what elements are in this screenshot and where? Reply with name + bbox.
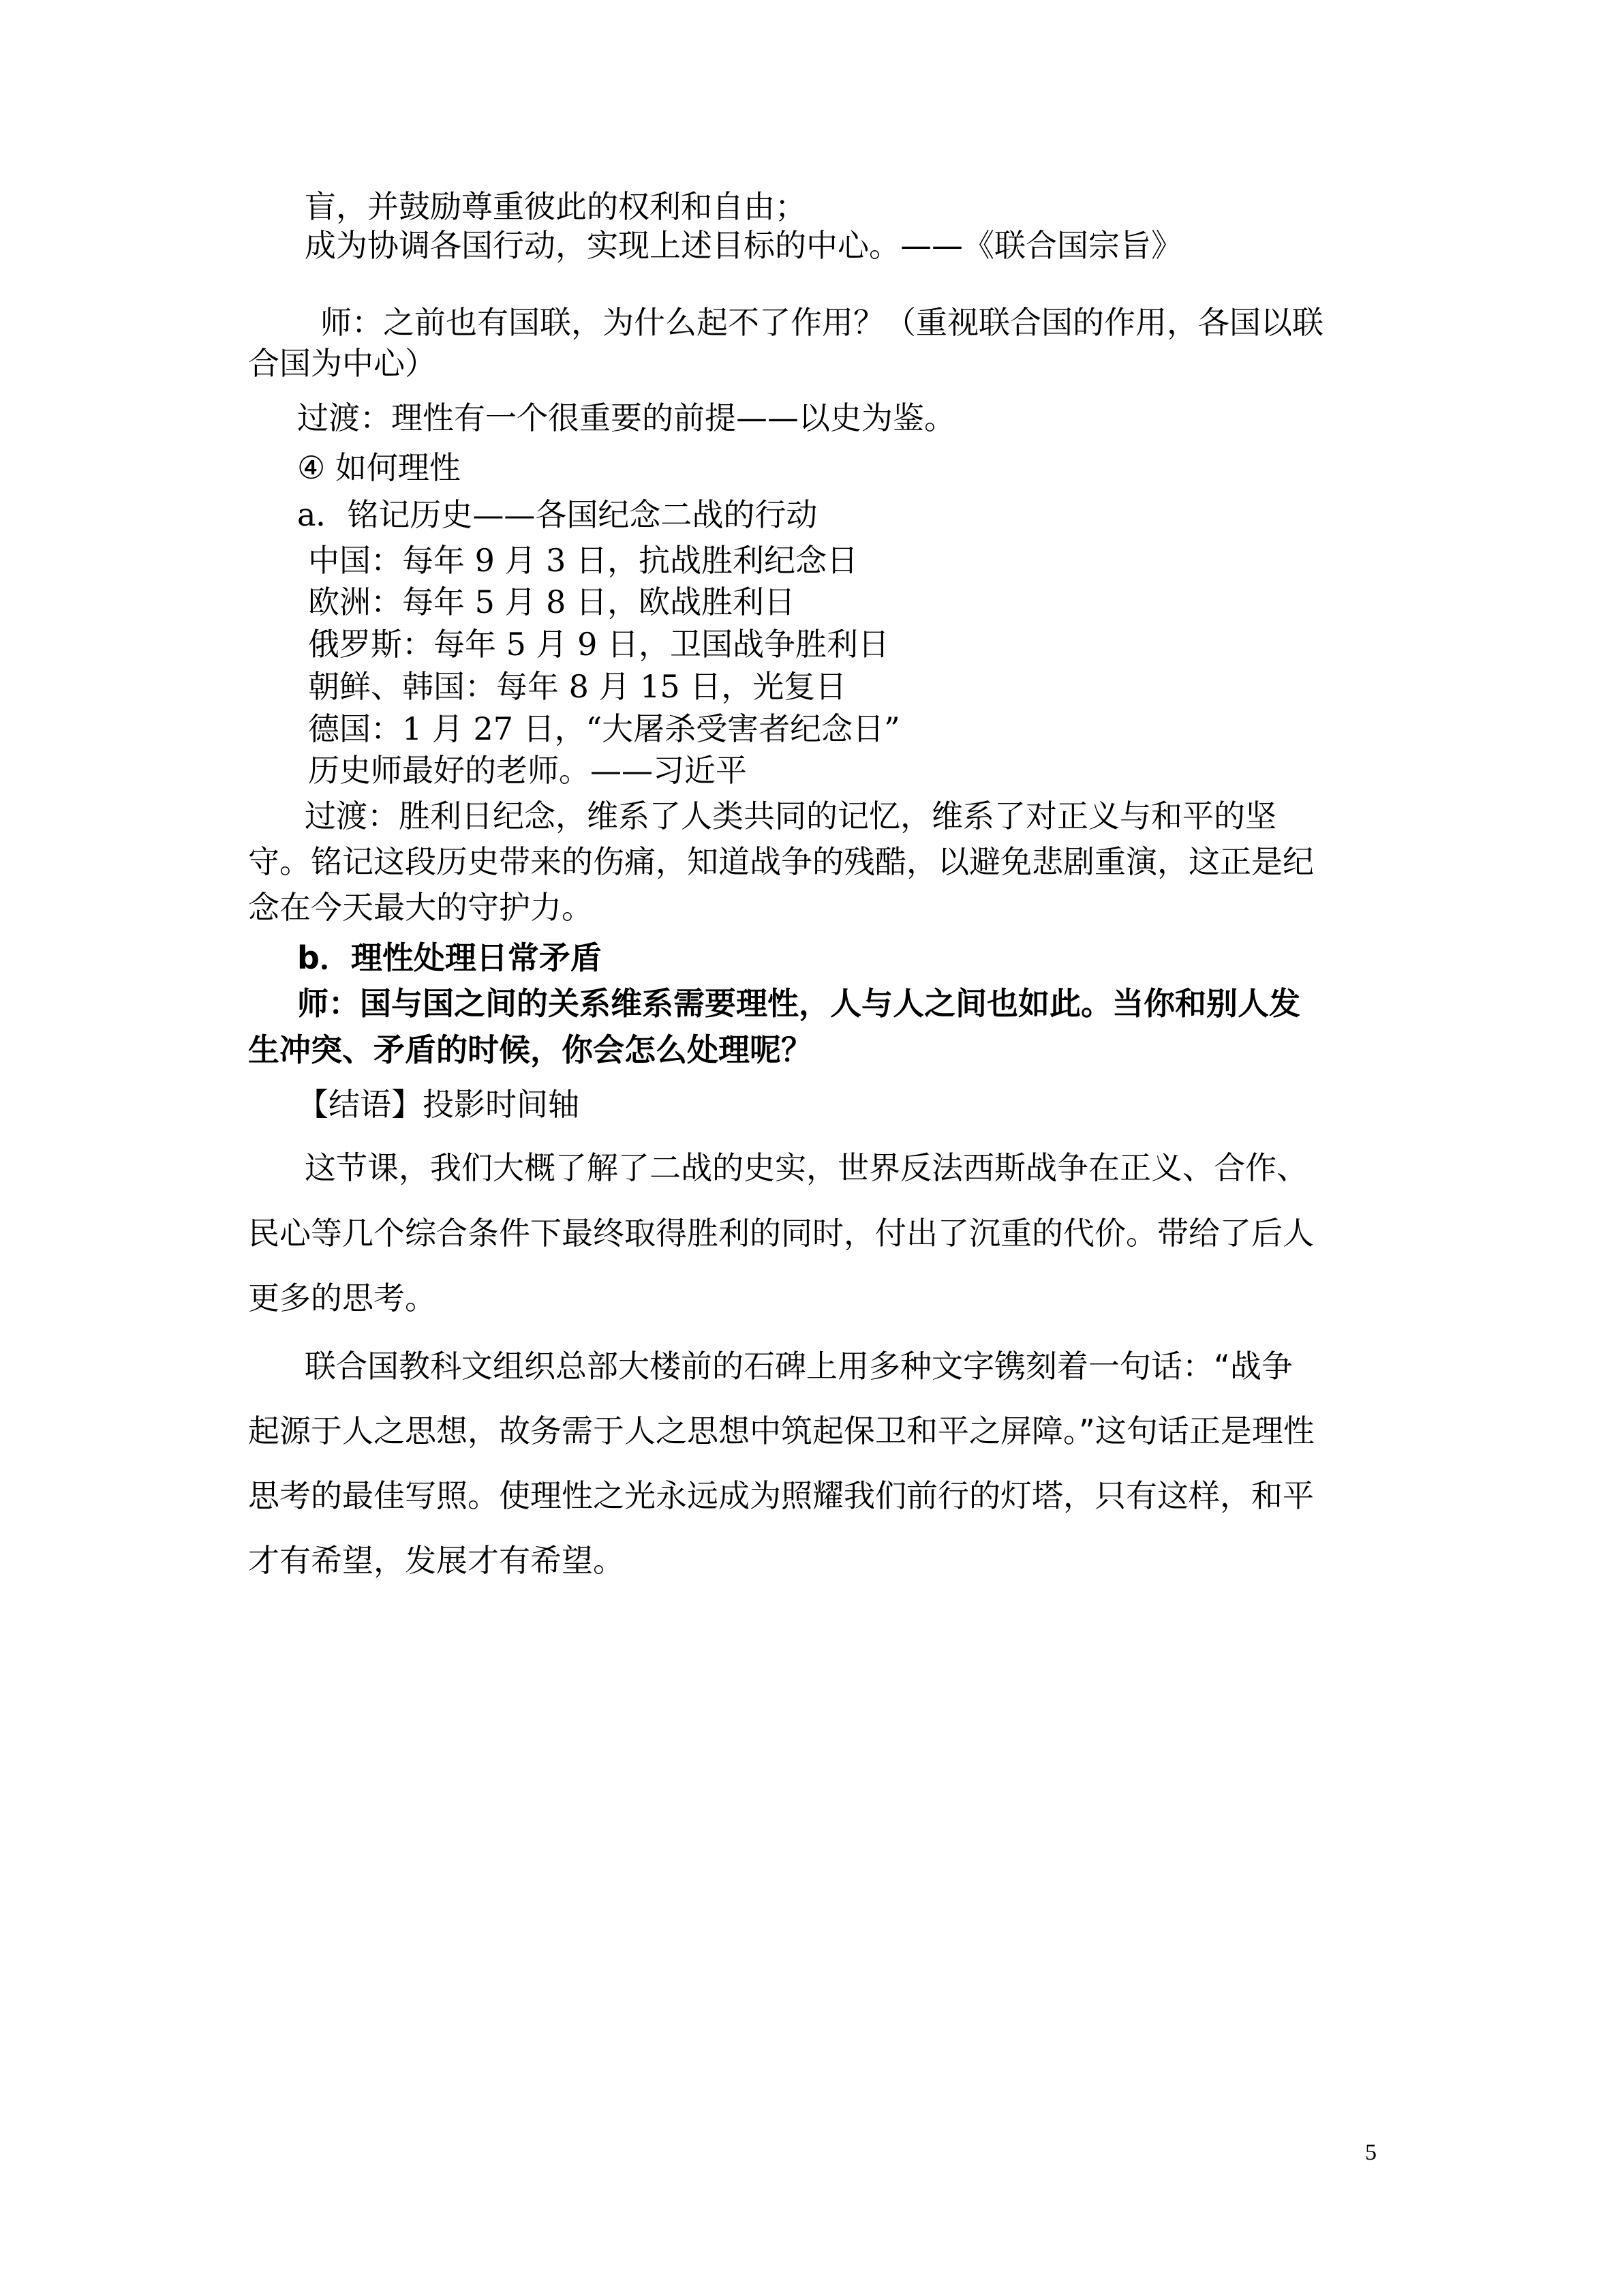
text-line: 生冲突、矛盾的时候，你会怎么处理呢？	[248, 1031, 812, 1068]
text-line: 更多的思考。	[248, 1280, 436, 1316]
subsection-heading: a．铭记历史——各国纪念二战的行动	[297, 496, 818, 533]
text-line: 欧洲：每年 5 月 8 日，欧战胜利日	[308, 584, 796, 620]
section-heading: ④ 如何理性	[297, 449, 461, 486]
text-line: 民心等几个综合条件下最终取得胜利的同时，付出了沉重的代价。带给了后人	[248, 1215, 1314, 1252]
text-line: 过渡：理性有一个很重要的前提——以史为鉴。	[297, 399, 955, 436]
text-line: 俄罗斯：每年 5 月 9 日，卫国战争胜利日	[308, 626, 890, 663]
quote-line: 历史师最好的老师。——习近平	[308, 752, 747, 789]
text-line: 成为协调各国行动，实现上述目标的中心。——《联合国宗旨》	[305, 227, 1182, 264]
text-line: 念在今天最大的守护力。	[248, 889, 593, 926]
text-line: 这节课，我们大概了解了二战的史实，世界反法西斯战争在正义、合作、	[305, 1149, 1308, 1186]
text-line: 思考的最佳写照。使理性之光永远成为照耀我们前行的灯塔，只有这样，和平	[248, 1477, 1314, 1514]
subsection-heading: b．理性处理日常矛盾	[297, 939, 602, 976]
text-line: 朝鲜、韩国：每年 8 月 15 日，光复日	[308, 668, 847, 705]
text-line: 联合国教科文组织总部大楼前的石碑上用多种文字镌刻着一句话：“战争	[305, 1348, 1293, 1385]
text-line: 合国为中心）	[248, 345, 436, 382]
text-line: 才有希望，发展才有希望。	[248, 1542, 624, 1579]
section-heading: 【结语】投影时间轴	[297, 1086, 579, 1123]
text-line: 师：国与国之间的关系维系需要理性，人与人之间也如此。当你和别人发	[297, 985, 1300, 1022]
text-line: 起源于人之思想，故务需于人之思想中筑起保卫和平之屏障。”这句话正是理性	[248, 1413, 1315, 1449]
text-line: 守。铭记这段历史带来的伤痛，知道战争的残酷，以避免悲剧重演，这正是纪	[248, 843, 1314, 880]
text-line: 过渡：胜利日纪念，维系了人类共同的记忆，维系了对正义与和平的坚	[305, 798, 1276, 834]
text-line: 盲，并鼓励尊重彼此的权利和自由；	[305, 188, 806, 225]
page-number: 5	[1365, 2140, 1377, 2165]
text-line: 德国：1 月 27 日，“大屠杀受害者纪念日”	[308, 710, 900, 747]
text-line: 师：之前也有国联，为什么起不了作用？（重视联合国的作用，各国以联	[320, 304, 1323, 341]
text-line: 中国：每年 9 月 3 日，抗战胜利纪念日	[308, 542, 859, 579]
